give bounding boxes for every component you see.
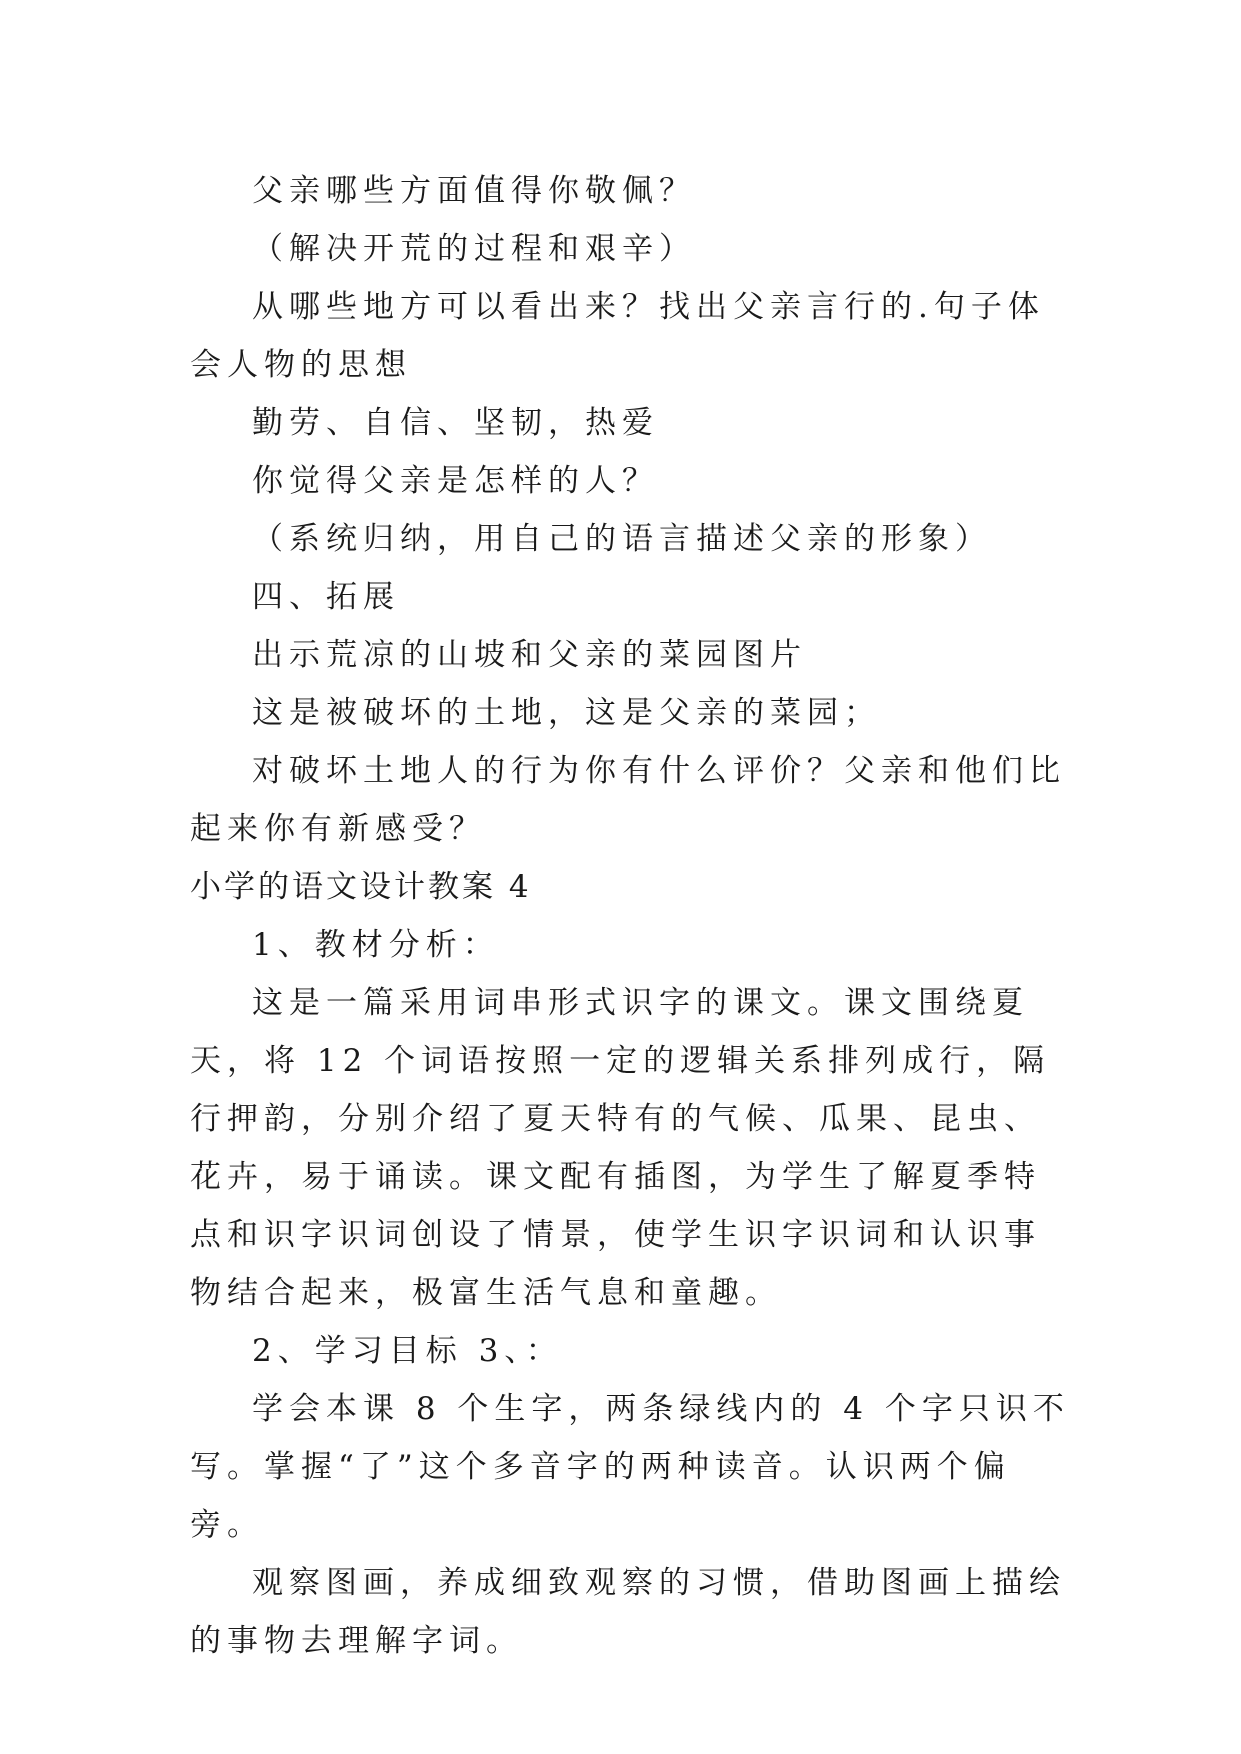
document-body xyxy=(190,162,1070,1670)
section-title-material-analysis: 1、教材分析： xyxy=(252,927,500,963)
lesson-plan-heading: 小学的语文设计教案 4 xyxy=(190,869,532,905)
paragraph-question-father: 你觉得父亲是怎样的人？ xyxy=(252,463,659,499)
paragraph-note-summary: （系统归纳，用自己的语言描述父亲的形象） xyxy=(252,521,992,557)
paragraph-material-analysis: 这是一篇采用词串形式识字的课文。课文围绕夏天，将 12 个词语按照一定的逻辑关系排列成行，隔行押韵，分别介绍了夏天特有的气候、瓜果、昆虫、花卉，易于诵读。课文配有插图，为学生了解夏季特点和识字识词创设了情景，使学生识字识词和认识事物结合起来，极富生活气息和童趣。 xyxy=(190,985,1051,1311)
paragraph-goal-characters: 学会本课 8 个生字，两条绿线内的 4 个字只识不写。掌握“了”这个多音字的两种读音。认识两个偏旁。 xyxy=(190,1391,1070,1543)
paragraph-show-pictures: 出示荒凉的山坡和父亲的菜园图片 xyxy=(252,637,807,673)
paragraph-note-hardship: （解决开荒的过程和艰辛） xyxy=(252,231,696,267)
section-title-extension: 四、拓展 xyxy=(252,579,400,615)
paragraph-qualities: 勤劳、自信、坚韧，热爱 xyxy=(252,405,659,441)
paragraph-goal-observation: 观察图画，养成细致观察的习惯，借助图画上描绘的事物去理解字词。 xyxy=(190,1565,1066,1659)
paragraph-find-sentences: 从哪些地方可以看出来？找出父亲言行的.句子体会人物的思想 xyxy=(190,289,1045,383)
section-title-learning-goals: 2、学习目标 3、： xyxy=(252,1333,563,1369)
paragraph-contrast: 这是被破坏的土地，这是父亲的菜园； xyxy=(252,695,881,731)
paragraph-evaluation: 对破坏土地人的行为你有什么评价？父亲和他们比起来你有新感受？ xyxy=(190,753,1066,847)
paragraph-question-admire: 父亲哪些方面值得你敬佩？ xyxy=(252,173,696,209)
